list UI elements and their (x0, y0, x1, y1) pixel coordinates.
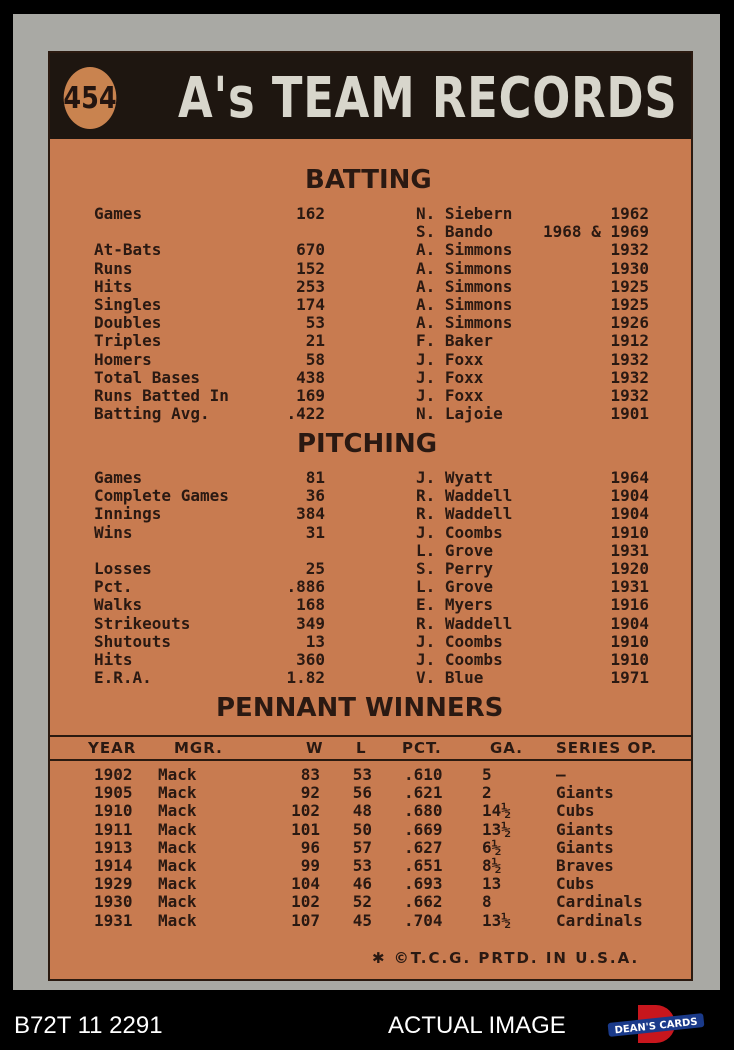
record-value: 25 (305, 559, 325, 578)
pennant-row (50, 820, 691, 838)
record-holder: R. Waddell (416, 504, 513, 524)
record-value: 174 (296, 295, 325, 314)
pitching-heading: PITCHING (297, 429, 438, 459)
pennant-year: 1913 (94, 837, 133, 857)
col-pct: PCT. (402, 739, 442, 757)
record-year: 1910 (610, 631, 649, 651)
record-category: Losses (94, 559, 152, 578)
record-category: Singles (94, 295, 162, 314)
record-holder: J. Foxx (416, 367, 484, 387)
pennant-l: 53 (352, 765, 372, 784)
record-value: 81 (305, 468, 325, 487)
record-category: Batting Avg. (94, 404, 210, 424)
inventory-code: B72T 11 2291 (14, 1012, 163, 1039)
pennant-row (50, 874, 691, 892)
pennant-w: 102 (291, 801, 320, 821)
record-year: 1932 (610, 349, 649, 369)
pennant-mgr: Mack (158, 837, 197, 857)
record-year: 1930 (610, 258, 649, 278)
pennant-mgr: Mack (158, 856, 197, 875)
pennant-pct: .693 (404, 874, 443, 894)
pennant-pct: .610 (404, 765, 443, 784)
record-holder: A. Simmons (416, 258, 513, 278)
record-holder: J. Coombs (416, 631, 503, 651)
pennant-year: 1910 (94, 801, 133, 821)
pennant-mgr: Mack (158, 892, 197, 912)
pennant-series: Braves (556, 856, 614, 875)
record-category: Pct. (94, 577, 133, 597)
record-category: Strikeouts (94, 613, 191, 633)
record-row (50, 405, 691, 423)
record-category: Hits (94, 650, 133, 669)
record-category: Triples (94, 331, 162, 351)
trading-card-back (13, 14, 720, 990)
record-value: 13 (305, 631, 325, 651)
pennant-year: 1902 (94, 765, 133, 784)
record-row (50, 505, 691, 523)
pennant-ga: 2 (482, 783, 492, 803)
pennant-ga: 13½ (482, 910, 511, 930)
record-category: Innings (94, 504, 162, 524)
record-holder: V. Blue (416, 668, 484, 688)
pennant-series: Cardinals (556, 892, 643, 912)
record-holder: N. Lajoie (416, 404, 503, 424)
record-category: Runs Batted In (94, 386, 229, 405)
col-wins: W (306, 739, 324, 757)
card-title: A's TEAM RECORDS (178, 66, 678, 131)
pennant-row (50, 801, 691, 819)
record-category: Games (94, 204, 143, 223)
record-row (50, 560, 691, 578)
pennant-pct: .704 (404, 910, 443, 930)
record-row (50, 332, 691, 350)
record-row (50, 469, 691, 487)
col-series-opponent: SERIES OP. (556, 739, 658, 757)
record-holder: E. Myers (416, 595, 494, 615)
record-category: Doubles (94, 313, 162, 333)
record-value: .886 (286, 577, 325, 597)
record-row (50, 524, 691, 542)
pennant-w: 102 (291, 892, 320, 912)
record-year: 1971 (610, 668, 649, 688)
record-holder: R. Waddell (416, 613, 513, 633)
pennant-l: 45 (352, 910, 372, 930)
record-row (50, 596, 691, 614)
pennant-pct: .680 (404, 801, 443, 821)
record-year: 1932 (610, 386, 649, 405)
actual-image-caption: ACTUAL IMAGE (388, 1012, 566, 1039)
pennant-pct: .621 (404, 783, 443, 803)
pennant-ga: 13½ (482, 819, 511, 839)
record-holder: S. Bando (416, 222, 494, 242)
pennant-mgr: Mack (158, 910, 197, 930)
pennant-pct: .669 (404, 819, 443, 839)
record-year: 1910 (610, 522, 649, 542)
pennant-l: 46 (352, 874, 372, 894)
record-holder: F. Baker (416, 331, 494, 351)
record-value: 384 (296, 504, 325, 524)
pennant-row (50, 856, 691, 874)
col-games-ahead: GA. (490, 739, 523, 757)
pennant-row (50, 892, 691, 910)
record-holder: A. Simmons (416, 240, 513, 260)
record-category: Homers (94, 349, 152, 369)
record-holder: S. Perry (416, 559, 494, 578)
pennant-l: 48 (352, 801, 372, 821)
record-row (50, 387, 691, 405)
record-value: 438 (296, 367, 325, 387)
record-row (50, 487, 691, 505)
record-year: 1920 (610, 559, 649, 578)
card-number-badge: 454 (64, 67, 117, 129)
record-row (50, 241, 691, 259)
record-category: Walks (94, 595, 143, 615)
pennant-mgr: Mack (158, 765, 197, 784)
record-category: Runs (94, 258, 133, 278)
record-value: 168 (296, 595, 325, 615)
record-year: 1925 (610, 276, 649, 296)
record-value: 31 (305, 522, 325, 542)
record-year: 1925 (610, 295, 649, 314)
record-holder: L. Grove (416, 540, 494, 560)
record-holder: J. Foxx (416, 386, 484, 405)
record-value: 360 (296, 650, 325, 669)
deans-cards-logo (604, 1003, 708, 1045)
record-row (50, 223, 691, 241)
pennant-w: 83 (300, 765, 320, 784)
pennant-year: 1931 (94, 910, 133, 930)
record-row (50, 314, 691, 332)
record-holder: L. Grove (416, 577, 494, 597)
pennant-w: 101 (291, 819, 320, 839)
batting-heading: BATTING (305, 165, 432, 195)
pennant-l: 57 (352, 837, 372, 857)
record-category: Hits (94, 276, 133, 296)
pennant-mgr: Mack (158, 783, 197, 803)
record-year: 1932 (610, 240, 649, 260)
pennant-w: 107 (291, 910, 320, 930)
svg-text:DEAN'S CARDS: DEAN'S CARDS (614, 1016, 699, 1037)
record-category: Total Bases (94, 367, 200, 387)
record-category: Games (94, 468, 143, 487)
pennant-ga: 8 (482, 892, 492, 912)
record-value: 58 (305, 349, 325, 369)
record-category: Shutouts (94, 631, 172, 651)
pennant-w: 96 (300, 837, 320, 857)
record-value: 36 (305, 486, 325, 506)
copyright-line: ✱ ©T.C.G. PRTD. IN U.S.A. (372, 949, 640, 967)
pennant-series: Cubs (556, 874, 595, 894)
record-value: 169 (296, 386, 325, 405)
col-losses: L (356, 739, 367, 757)
record-year: 1931 (610, 577, 649, 597)
record-year: 1916 (610, 595, 649, 615)
record-holder: N. Siebern (416, 204, 513, 223)
record-holder: R. Waddell (416, 486, 513, 506)
record-year: 1912 (610, 331, 649, 351)
pennant-l: 50 (352, 819, 372, 839)
pennant-ga: 5 (482, 765, 492, 784)
record-value: 253 (296, 276, 325, 296)
record-row (50, 351, 691, 369)
pennant-l: 53 (352, 856, 372, 875)
record-row (50, 278, 691, 296)
pennant-w: 99 (300, 856, 320, 875)
pennant-mgr: Mack (158, 819, 197, 839)
col-manager: MGR. (174, 739, 223, 757)
record-holder: J. Wyatt (416, 468, 494, 487)
card-panel (48, 51, 693, 981)
pennant-ga: 6½ (482, 837, 502, 857)
record-category: E.R.A. (94, 668, 152, 688)
record-value: 21 (305, 331, 325, 351)
record-value: .422 (286, 404, 325, 424)
pennant-w: 104 (291, 874, 320, 894)
record-year: 1904 (610, 486, 649, 506)
record-year: 1904 (610, 613, 649, 633)
record-year: 1962 (610, 204, 649, 223)
pennant-column-header (50, 735, 691, 761)
record-holder: A. Simmons (416, 295, 513, 314)
record-year: 1910 (610, 650, 649, 669)
record-value: 349 (296, 613, 325, 633)
pennant-year: 1905 (94, 783, 133, 803)
record-year: 1901 (610, 404, 649, 424)
record-year: 1926 (610, 313, 649, 333)
pennant-heading: PENNANT WINNERS (216, 693, 504, 723)
record-year: 1932 (610, 367, 649, 387)
record-year: 1964 (610, 468, 649, 487)
pennant-series: Giants (556, 837, 614, 857)
record-holder: J. Coombs (416, 522, 503, 542)
record-row (50, 633, 691, 651)
record-year: 1904 (610, 504, 649, 524)
pennant-pct: .627 (404, 837, 443, 857)
record-holder: A. Simmons (416, 276, 513, 296)
pennant-w: 92 (300, 783, 320, 803)
pennant-row (50, 783, 691, 801)
pennant-pct: .651 (404, 856, 443, 875)
pennant-year: 1911 (94, 819, 133, 839)
pennant-ga: 14½ (482, 801, 511, 821)
record-holder: A. Simmons (416, 313, 513, 333)
record-row (50, 615, 691, 633)
pennant-l: 52 (352, 892, 372, 912)
record-row (50, 296, 691, 314)
pennant-row (50, 911, 691, 929)
record-value: 670 (296, 240, 325, 260)
record-category: Complete Games (94, 486, 229, 506)
pennant-series: Giants (556, 819, 614, 839)
pennant-year: 1929 (94, 874, 133, 894)
pennant-mgr: Mack (158, 874, 197, 894)
record-row (50, 205, 691, 223)
record-year: 1931 (610, 540, 649, 560)
pennant-series: Giants (556, 783, 614, 803)
record-value: 1.82 (286, 668, 325, 688)
record-value: 162 (296, 204, 325, 223)
record-year: 1968 & 1969 (543, 222, 649, 242)
pennant-ga: 8½ (482, 856, 502, 875)
pennant-pct: .662 (404, 892, 443, 912)
record-row (50, 369, 691, 387)
pennant-series: — (556, 765, 566, 784)
record-holder: J. Foxx (416, 349, 484, 369)
record-row (50, 651, 691, 669)
record-category: Wins (94, 522, 133, 542)
pennant-series: Cubs (556, 801, 595, 821)
pennant-series: Cardinals (556, 910, 643, 930)
pennant-row (50, 838, 691, 856)
record-category: At-Bats (94, 240, 162, 260)
col-year: YEAR (88, 739, 137, 757)
pennant-year: 1930 (94, 892, 133, 912)
pennant-year: 1914 (94, 856, 133, 875)
record-row (50, 578, 691, 596)
record-holder: J. Coombs (416, 650, 503, 669)
record-value: 152 (296, 258, 325, 278)
record-row (50, 542, 691, 560)
pennant-l: 56 (352, 783, 372, 803)
pennant-mgr: Mack (158, 801, 197, 821)
record-row (50, 260, 691, 278)
record-value: 53 (305, 313, 325, 333)
pennant-ga: 13 (482, 874, 502, 894)
pennant-row (50, 765, 691, 783)
record-row (50, 669, 691, 687)
card-header (50, 53, 691, 139)
